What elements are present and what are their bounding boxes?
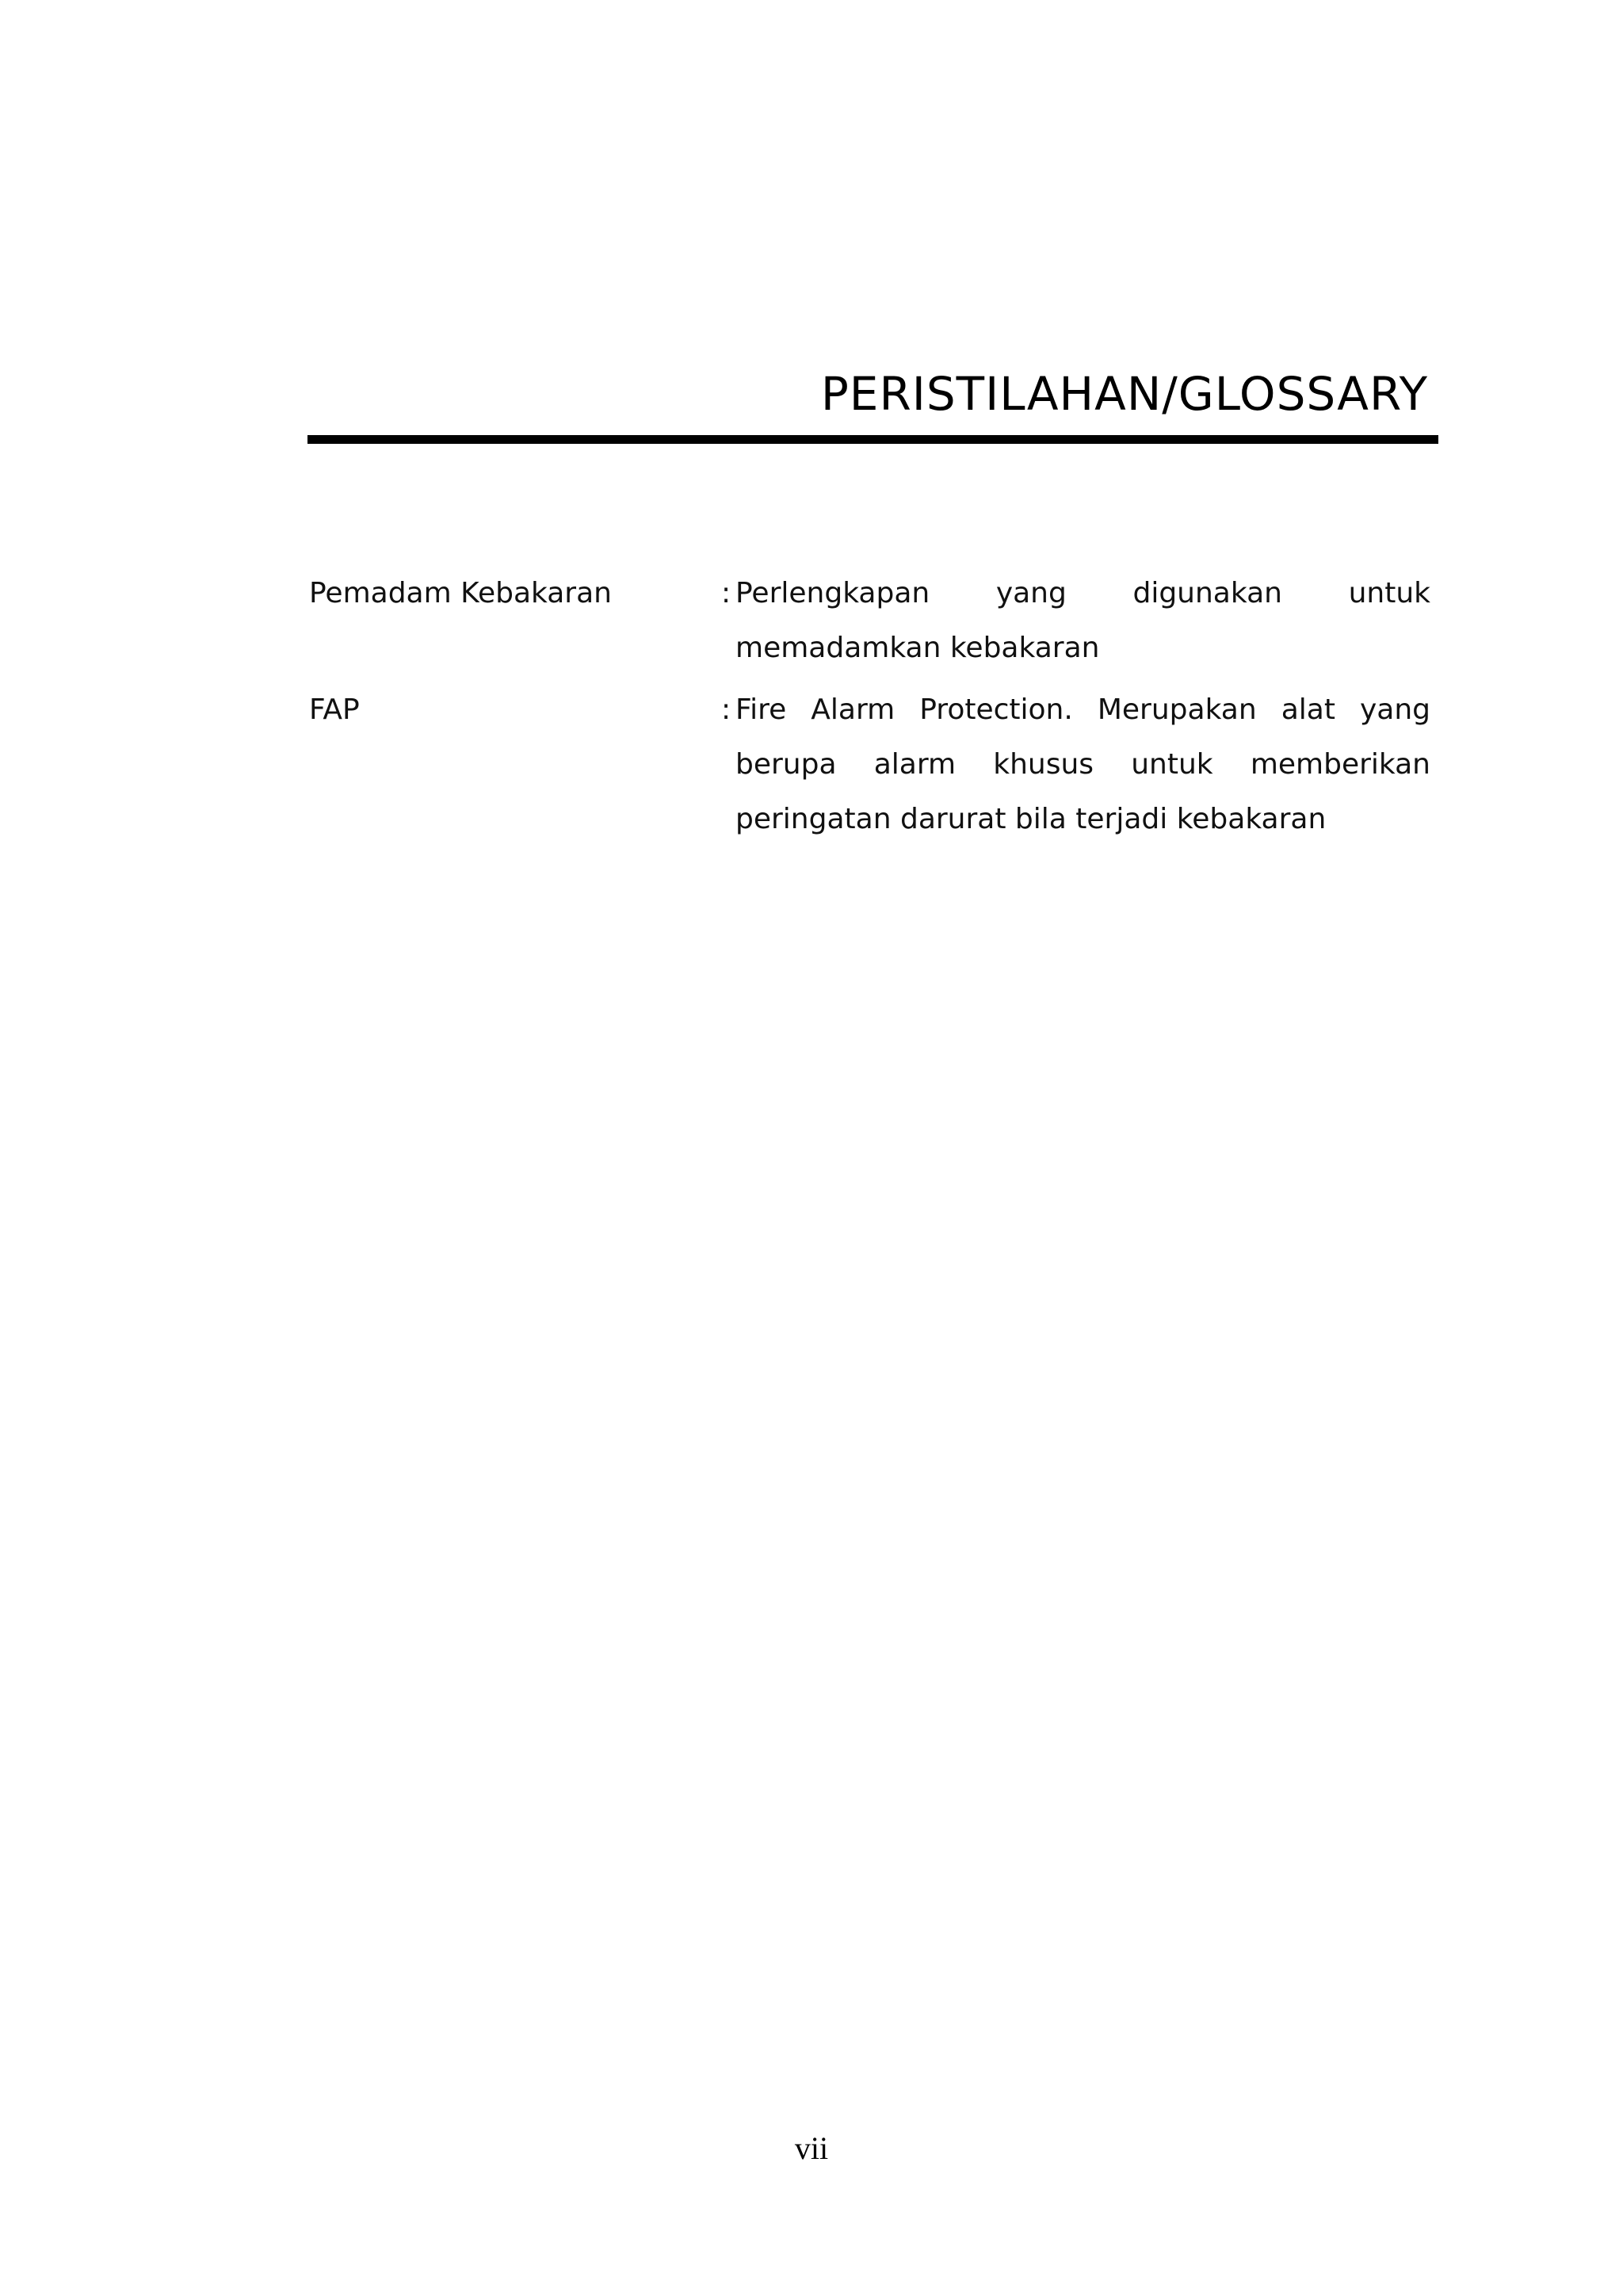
glossary-separator: : bbox=[721, 693, 731, 726]
glossary-definition: Fire Alarm Protection. Merupakan alat yang berupa alarm khusus untuk memberikan peringatan darurat bila terjadi kebakaran bbox=[735, 693, 1430, 835]
page-number: vii bbox=[794, 2130, 829, 2166]
glossary-separator: : bbox=[721, 577, 731, 609]
title-underline-rule bbox=[307, 435, 1438, 444]
page-title: PERISTILAHAN/GLOSSARY bbox=[820, 367, 1428, 421]
glossary-term: Pemadam Kebakaran bbox=[309, 577, 612, 609]
glossary-term: FAP bbox=[309, 693, 360, 726]
glossary-definition: Perlengkapan yang digunakan untuk memadamkan kebakaran bbox=[735, 577, 1430, 664]
